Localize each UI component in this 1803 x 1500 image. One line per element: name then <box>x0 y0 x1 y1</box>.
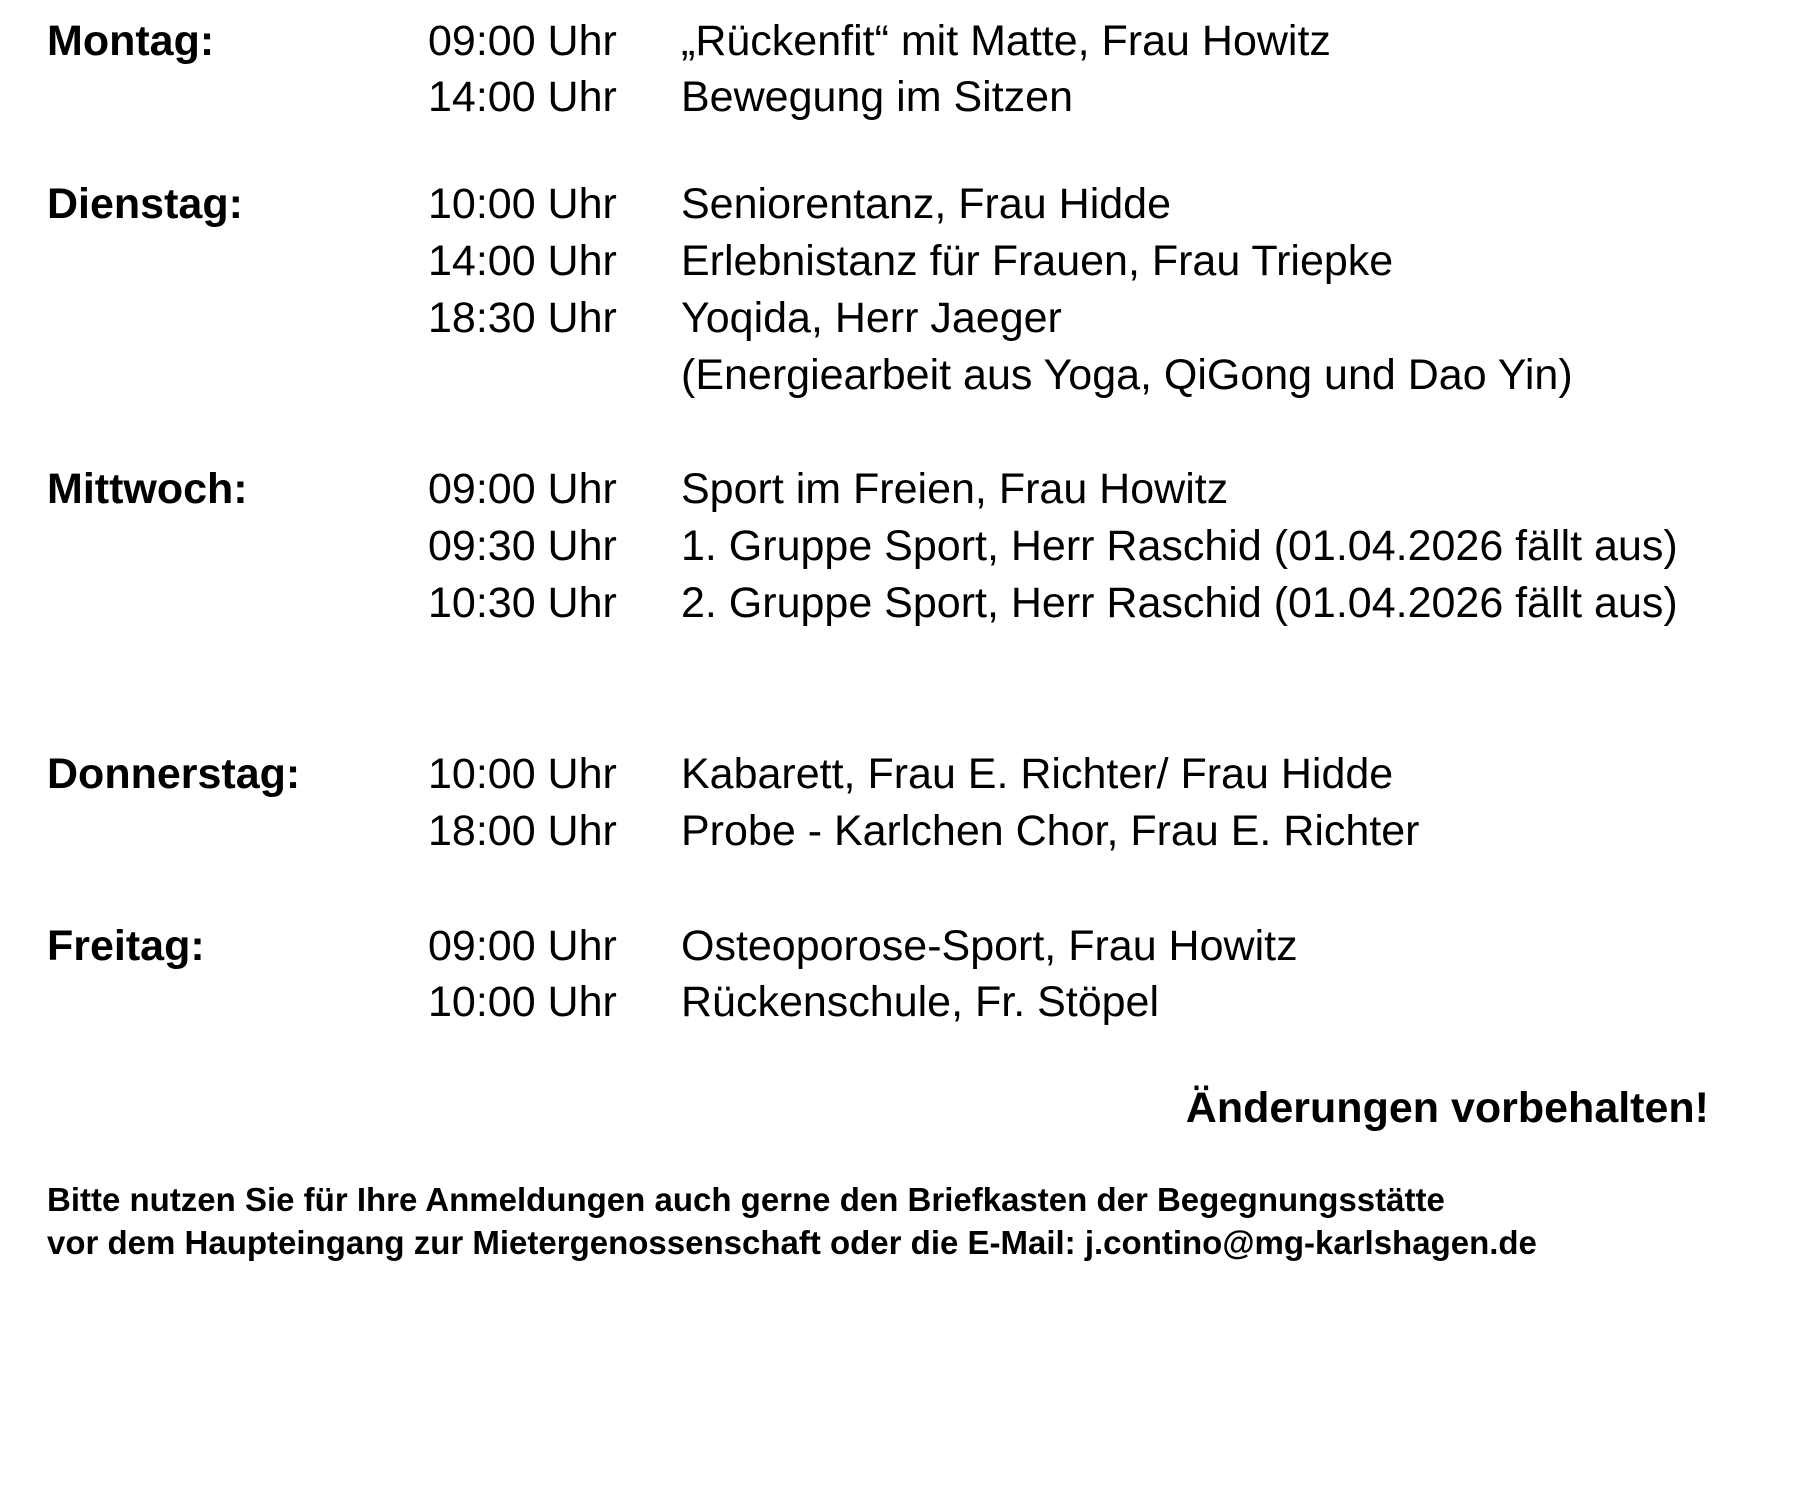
time-label: 14:00 Uhr <box>428 237 617 285</box>
schedule-row <box>0 918 1803 974</box>
time-label: 10:00 Uhr <box>428 978 617 1026</box>
schedule-row <box>0 518 1803 574</box>
time-label: 14:00 Uhr <box>428 73 617 121</box>
activity-label: Sport im Freien, Frau Howitz <box>681 465 1229 513</box>
time-label: 09:30 Uhr <box>428 522 617 570</box>
schedule-row <box>0 575 1803 631</box>
time-label: 10:30 Uhr <box>428 579 617 627</box>
schedule-row <box>0 13 1803 69</box>
day-label-tuesday: Dienstag: <box>47 180 243 228</box>
activity-label: Osteoporose-Sport, Frau Howitz <box>681 922 1298 970</box>
schedule-row <box>0 347 1803 403</box>
footer-note <box>47 1178 1537 1264</box>
activity-label: Seniorentanz, Frau Hidde <box>681 180 1172 228</box>
time-label: 09:00 Uhr <box>428 17 617 65</box>
schedule-row <box>0 290 1803 346</box>
activity-label: Erlebnistanz für Frauen, Frau Triepke <box>681 237 1394 285</box>
day-label-wednesday: Mittwoch: <box>47 465 248 513</box>
activity-label: 1. Gruppe Sport, Herr Raschid (01.04.2026 fällt aus) <box>681 522 1678 570</box>
schedule-row <box>0 461 1803 517</box>
time-label: 10:00 Uhr <box>428 180 617 228</box>
schedule-row <box>0 233 1803 289</box>
schedule-row <box>0 746 1803 802</box>
footer-line-1: Bitte nutzen Sie für Ihre Anmeldungen auch gerne den Briefkasten der Begegnungsstätte <box>47 1181 1445 1218</box>
changes-reserved-notice: Änderungen vorbehalten! <box>1185 1084 1709 1132</box>
activity-label: (Energiearbeit aus Yoga, QiGong und Dao Yin) <box>681 351 1573 399</box>
schedule-row <box>0 974 1803 1030</box>
activity-label: Bewegung im Sitzen <box>681 73 1073 121</box>
activity-label: 2. Gruppe Sport, Herr Raschid (01.04.2026 fällt aus) <box>681 579 1678 627</box>
time-label: 10:00 Uhr <box>428 750 617 798</box>
schedule-row <box>0 803 1803 859</box>
activity-label: Rückenschule, Fr. Stöpel <box>681 978 1160 1026</box>
activity-label: Probe - Karlchen Chor, Frau E. Richter <box>681 807 1420 855</box>
time-label: 18:30 Uhr <box>428 294 617 342</box>
day-label-monday: Montag: <box>47 17 215 65</box>
schedule-row <box>0 176 1803 232</box>
day-label-friday: Freitag: <box>47 922 205 970</box>
time-label: 09:00 Uhr <box>428 922 617 970</box>
time-label: 09:00 Uhr <box>428 465 617 513</box>
time-label: 18:00 Uhr <box>428 807 617 855</box>
schedule-row <box>0 69 1803 125</box>
footer-line-2: vor dem Haupteingang zur Mietergenossenschaft oder die E-Mail: j.contino@mg-karlshagen.de <box>47 1224 1537 1261</box>
activity-label: Kabarett, Frau E. Richter/ Frau Hidde <box>681 750 1394 798</box>
activity-label: Yoqida, Herr Jaeger <box>681 294 1062 342</box>
activity-label: „Rückenfit“ mit Matte, Frau Howitz <box>681 17 1331 65</box>
day-label-thursday: Donnerstag: <box>47 750 301 798</box>
